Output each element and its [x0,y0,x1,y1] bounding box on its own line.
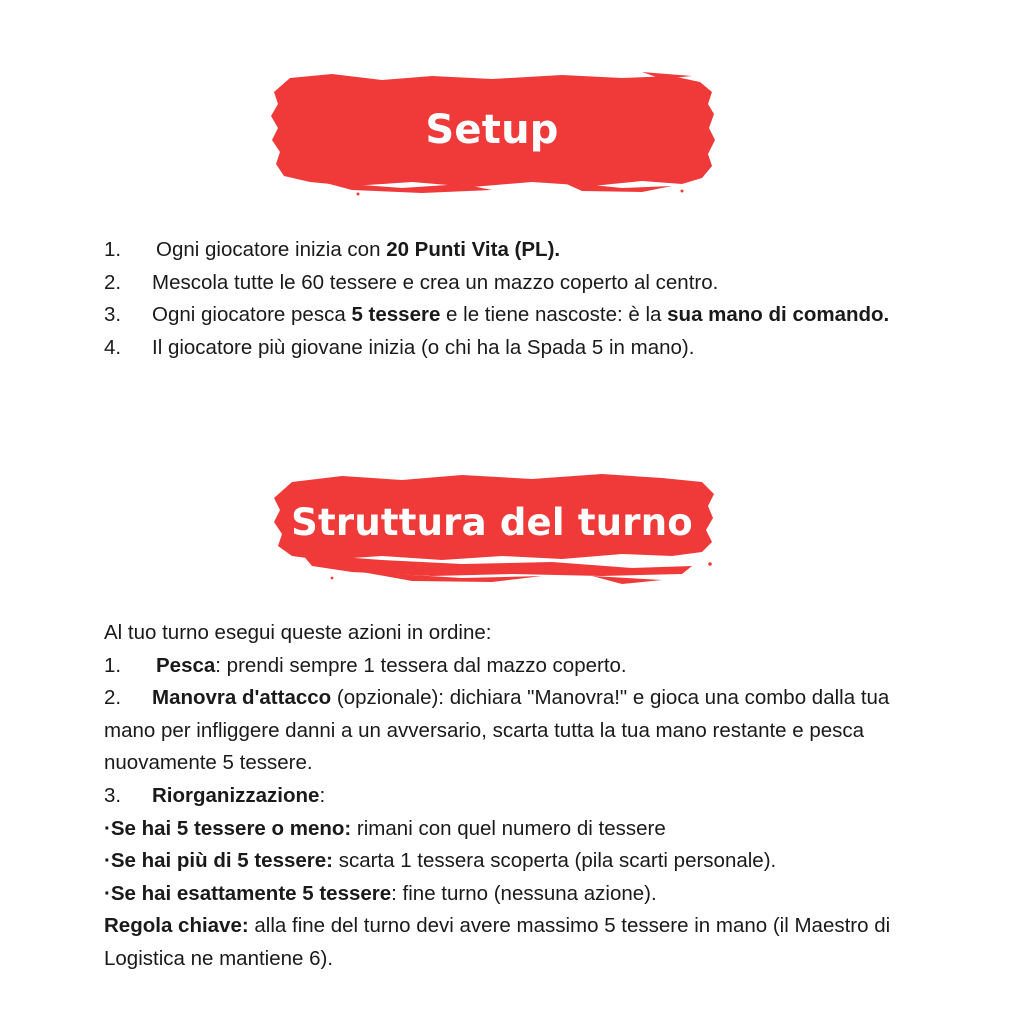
turn-bullet-3: ·Se hai esattamente 5 tessere: fine turno (nessuna azione). [104,881,657,905]
turn-step-3: 3. Riorganizzazione: [104,783,326,807]
turn-intro: Al tuo turno esegui queste azioni in ordine: [104,621,492,644]
turn-step-2: 2. Manovra d'attacco (opzionale): dichiara "Manovra!" e gioca una combo dalla tua mano per infliggere danni a un avversario, scarta tutta la tua mano restante e pesca nuovamente 5 tessere. [104,686,890,775]
setup-title: Setup [425,107,559,153]
setup-item-1: 1. Ogni giocatore inizia con 20 Punti Vita (PL). [104,238,561,261]
setup-list [104,234,924,364]
turn-bullet-1: ·Se hai 5 tessere o meno: rimani con quel numero di tessere [104,816,666,840]
turn-step-1: 1. Pesca: prendi sempre 1 tessera dal mazzo coperto. [104,653,627,677]
setup-item-4: 4. Il giocatore più giovane inizia (o chi ha la Spada 5 in mano). [104,335,695,359]
turn-structure-title: Struttura del turno [291,500,693,544]
turn-structure-list [104,617,924,976]
turn-bullet-2: ·Se hai più di 5 tessere: scarta 1 tessera scoperta (pila scarti personale). [104,849,777,873]
turn-structure-banner [262,468,722,586]
key-rule: Regola chiave: alla fine del turno devi avere massimo 5 tessere in mano (il Maestro di Logistica ne mantiene 6). [104,914,891,970]
setup-item-2: 2. Mescola tutte le 60 tessere e crea un mazzo coperto al centro. [104,270,719,294]
setup-banner [262,70,722,196]
setup-item-3: 3. Ogni giocatore pesca 5 tessere e le tiene nascoste: è la sua mano di comando. [104,303,890,327]
